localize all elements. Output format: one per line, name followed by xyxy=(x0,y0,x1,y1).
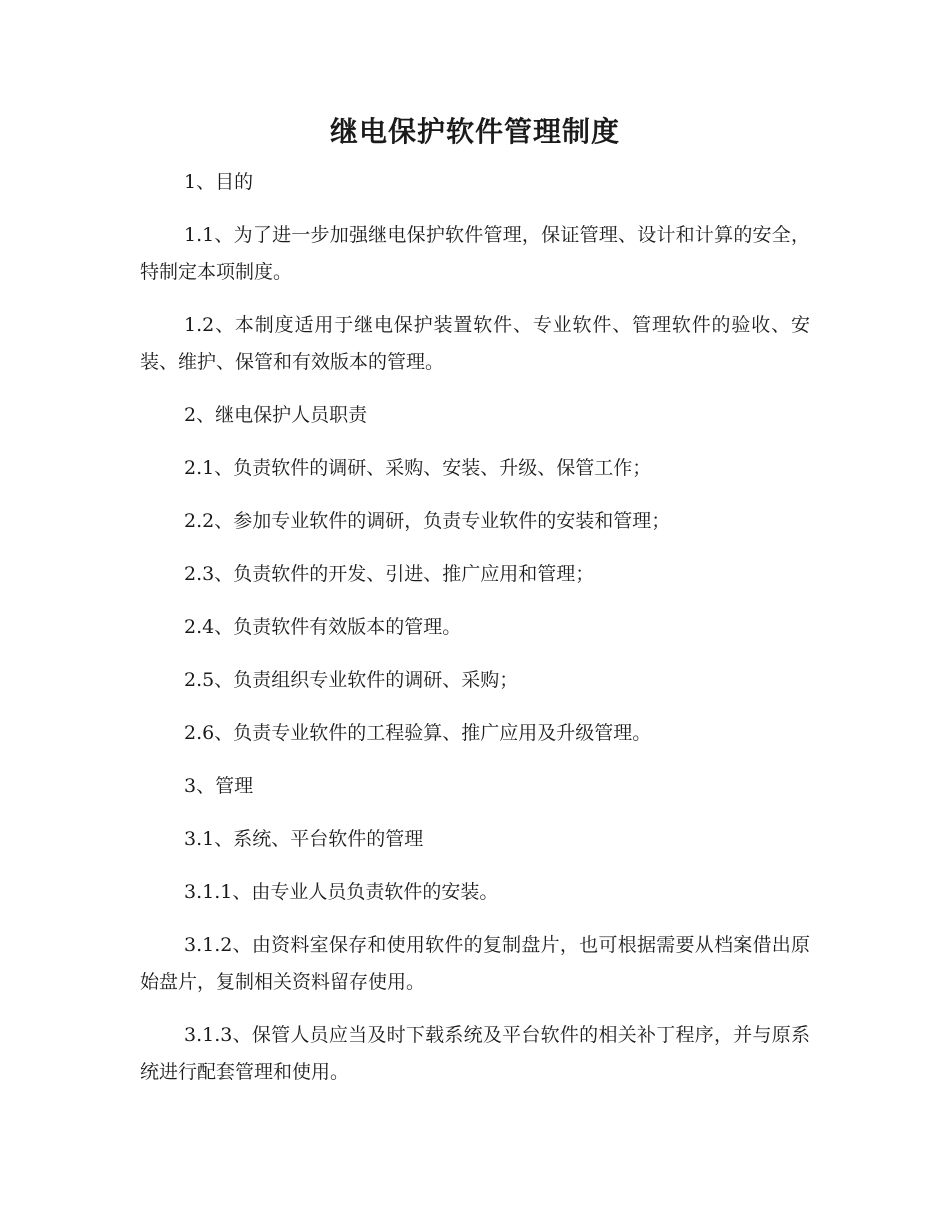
paragraph-3-1-3: 3.1.3、保管人员应当及时下载系统及平台软件的相关补丁程序，并与原系统进行配套管理和使用。 xyxy=(140,1024,810,1083)
paragraph-2-4: 2.4、负责软件有效版本的管理。 xyxy=(184,616,462,638)
paragraph-1-1: 1.1、为了进一步加强继电保护软件管理，保证管理、设计和计算的安全，特制定本项制度。 xyxy=(140,224,810,283)
subsection-heading-3-1: 3.1、系统、平台软件的管理 xyxy=(184,828,424,850)
document-body xyxy=(140,164,810,1107)
document-title: 继电保护软件管理制度 xyxy=(329,115,620,148)
paragraph-2-2: 2.2、参加专业软件的调研，负责专业软件的安装和管理； xyxy=(184,510,671,532)
paragraph-2-5: 2.5、负责组织专业软件的调研、采购； xyxy=(184,669,519,691)
section-heading-2: 2、继电保护人员职责 xyxy=(184,404,368,426)
section-heading-3: 3、管理 xyxy=(184,775,254,797)
paragraph-3-1-1: 3.1.1、由专业人员负责软件的安装。 xyxy=(184,881,499,903)
paragraph-2-1: 2.1、负责软件的调研、采购、安装、升级、保管工作； xyxy=(184,457,652,479)
paragraph-1-2: 1.2、本制度适用于继电保护装置软件、专业软件、管理软件的验收、安装、维护、保管和有效版本的管理。 xyxy=(140,314,810,373)
paragraph-2-6: 2.6、负责专业软件的工程验算、推广应用及升级管理。 xyxy=(184,722,652,744)
paragraph-2-3: 2.3、负责软件的开发、引进、推广应用和管理； xyxy=(184,563,595,585)
section-heading-1: 1、目的 xyxy=(184,171,254,193)
paragraph-3-1-2: 3.1.2、由资料室保存和使用软件的复制盘片，也可根据需要从档案借出原始盘片，复制相关资料留存使用。 xyxy=(140,934,810,993)
